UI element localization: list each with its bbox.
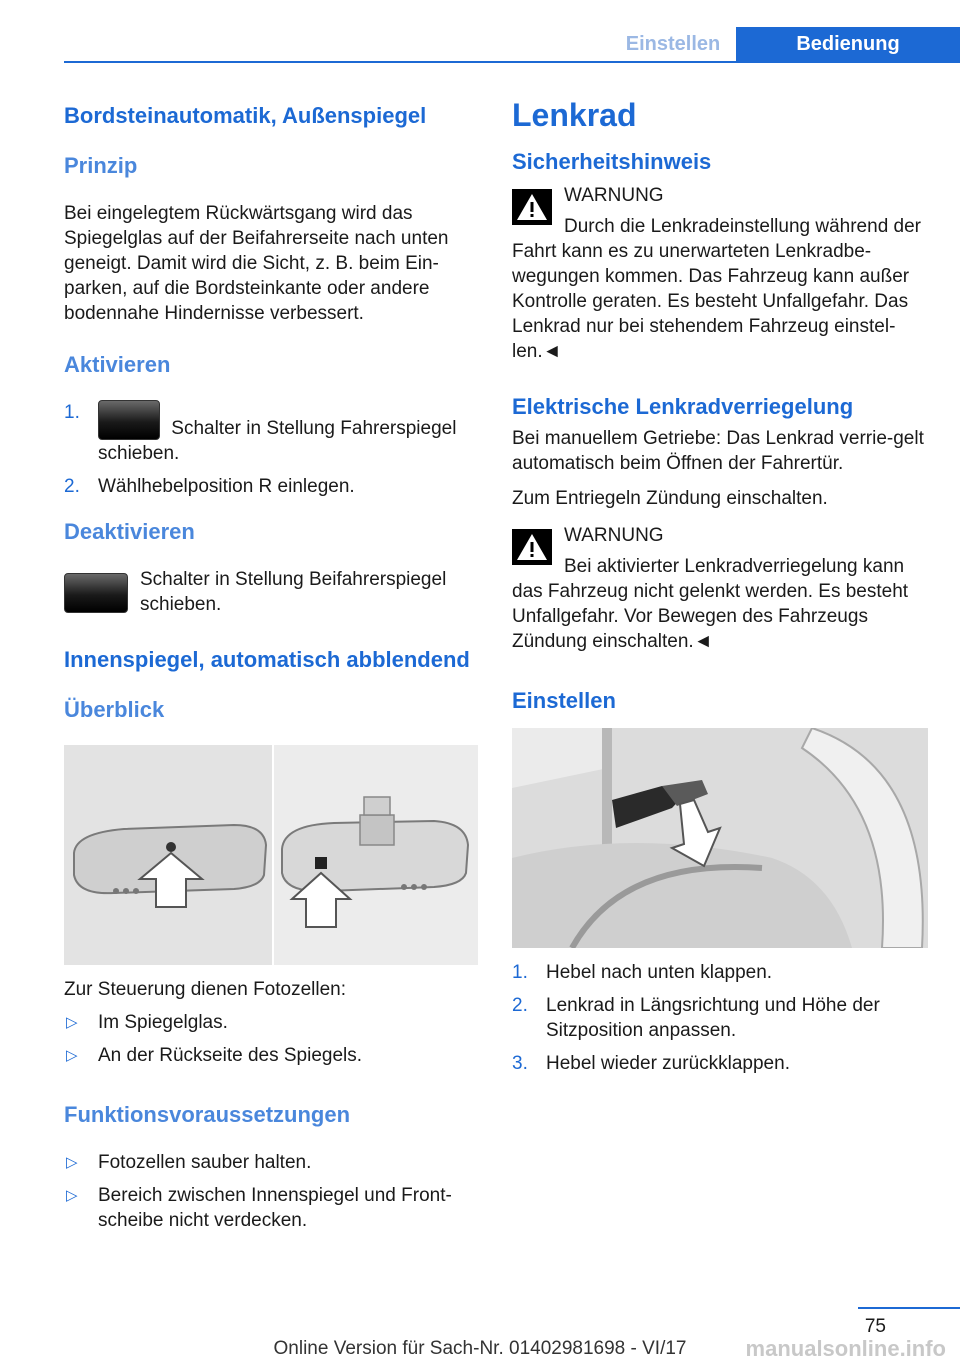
triangle-bullet-icon: ▷ [66,1047,78,1064]
prinzip-text: Bei eingelegtem Rückwärtsgang wird das Spiegelglas auf der Beifahrerseite nach unten geneigt. Damit wird die Sicht, z. B. beim Ein‐parken, auf die Bordsteinkante oder andere bodennahe Hindernisse verbessert. [64,203,449,324]
step-number: 2. [64,476,80,497]
mirror-switch-icon [64,573,128,613]
photocell-list [64,1010,478,1068]
warning-block-1 [512,183,928,364]
left-column [64,95,478,1233]
step-text: Hebel wieder zurückklappen. [546,1053,790,1074]
list-item [64,400,478,466]
einstellen-steps [512,960,928,1076]
list-item [512,1051,928,1076]
subheading-sicherheitshinweis: Sicherheitshinweis [512,149,712,174]
rearview-mirror-image [64,745,478,965]
page-number: 75 [864,1316,886,1337]
list-item [64,474,478,499]
warning-label: WARNUNG [564,185,664,206]
header-divider [64,61,960,63]
list-item [512,993,928,1043]
list-item [64,1183,478,1233]
warning-label: WARNUNG [564,525,664,546]
step-text: Schalter in Stellung Fahrerspiegel schieben. [98,418,457,464]
warning-text: Bei aktivierter Lenkradverriegelung kann das Fahrzeug nicht gelenkt werden. Es besteht Unfallgefahr. Vor Bewegen des Fahrzeugs Zündung einschalten.◄ [512,556,909,652]
aktivieren-steps [64,400,478,499]
elektrisch-text-1: Bei manuellem Getriebe: Das Lenkrad verrie‐gelt automatisch beim Öffnen der Fahrertür. [512,428,924,474]
warning-triangle-icon [512,529,552,565]
right-column [512,95,928,1076]
subheading-prinzip: Prinzip [64,153,138,178]
triangle-bullet-icon: ▷ [66,1187,78,1204]
section-title-lenkrad: Lenkrad [512,97,637,133]
step-number: 2. [512,995,528,1016]
section-title-bordsteinautomatik: Bordsteinautomatik, Außenspiegel [64,103,427,128]
tab-bedienung[interactable]: Bedienung [736,27,960,61]
triangle-bullet-icon: ▷ [66,1154,78,1171]
subheading-einstellen: Einstellen [512,688,616,713]
list-item-text: Fotozellen sauber halten. [98,1152,312,1173]
list-item [64,1043,478,1068]
step-text: Wählhebelposition R einlegen. [98,476,355,497]
footer-divider [858,1307,960,1309]
step-text: Lenkrad in Längsrichtung und Höhe der Sitzposition anpassen. [546,995,880,1041]
list-item [64,1150,478,1175]
steering-lever-image [512,728,928,948]
footer-online-version: Online Version für Sach-Nr. 01402981698 - VI/17 [273,1338,687,1359]
step-number: 1. [512,962,528,983]
steering-lever-illustration [512,728,928,948]
step-number: 1. [64,402,80,423]
list-item-text: Im Spiegelglas. [98,1012,228,1033]
step-text: Hebel nach unten klappen. [546,962,773,983]
rearview-mirror-illustration [64,745,478,965]
subheading-aktivieren: Aktivieren [64,352,171,377]
warning-text: Durch die Lenkradeinstellung während der Fahrt kann es zu unerwarteten Lenkradbe‐wegungen kommen. Das Fahrzeug kann außer Kontrolle geraten. Es besteht Unfallgefahr. Das Lenkrad nur bei stehendem Fahrzeug einstel‐len.◄ [512,216,922,362]
subheading-funktionsvoraussetzungen: Funktionsvoraussetzungen [64,1102,351,1127]
mirror-switch-icon [98,400,160,440]
warning-triangle-icon [512,189,552,225]
triangle-bullet-icon: ▷ [66,1014,78,1031]
photocell-intro: Zur Steuerung dienen Fotozellen: [64,979,347,1000]
funktion-list [64,1150,478,1233]
deaktivieren-block [64,567,478,617]
subheading-deaktivieren: Deaktivieren [64,519,195,544]
section-title-innenspiegel: Innenspiegel, automatisch abblendend [64,647,470,672]
list-item [64,1010,478,1035]
step-number: 3. [512,1053,528,1074]
deaktivieren-text: Schalter in Stellung Beifahrerspiegel schieben. [140,569,447,615]
list-item [512,960,928,985]
subheading-ueberblick: Überblick [64,697,165,722]
watermark: manualsonline.info [745,1336,946,1361]
list-item-text: Bereich zwischen Innenspiegel und Front‐scheibe nicht verdecken. [98,1185,452,1231]
tab-einstellen[interactable]: Einstellen [625,33,721,55]
warning-block-2 [512,523,928,654]
list-item-text: An der Rückseite des Spiegels. [98,1045,363,1066]
subheading-elektrische-lenkradverriegelung: Elektrische Lenkradverriegelung [512,394,854,419]
elektrisch-text-2: Zum Entriegeln Zündung einschalten. [512,488,828,509]
